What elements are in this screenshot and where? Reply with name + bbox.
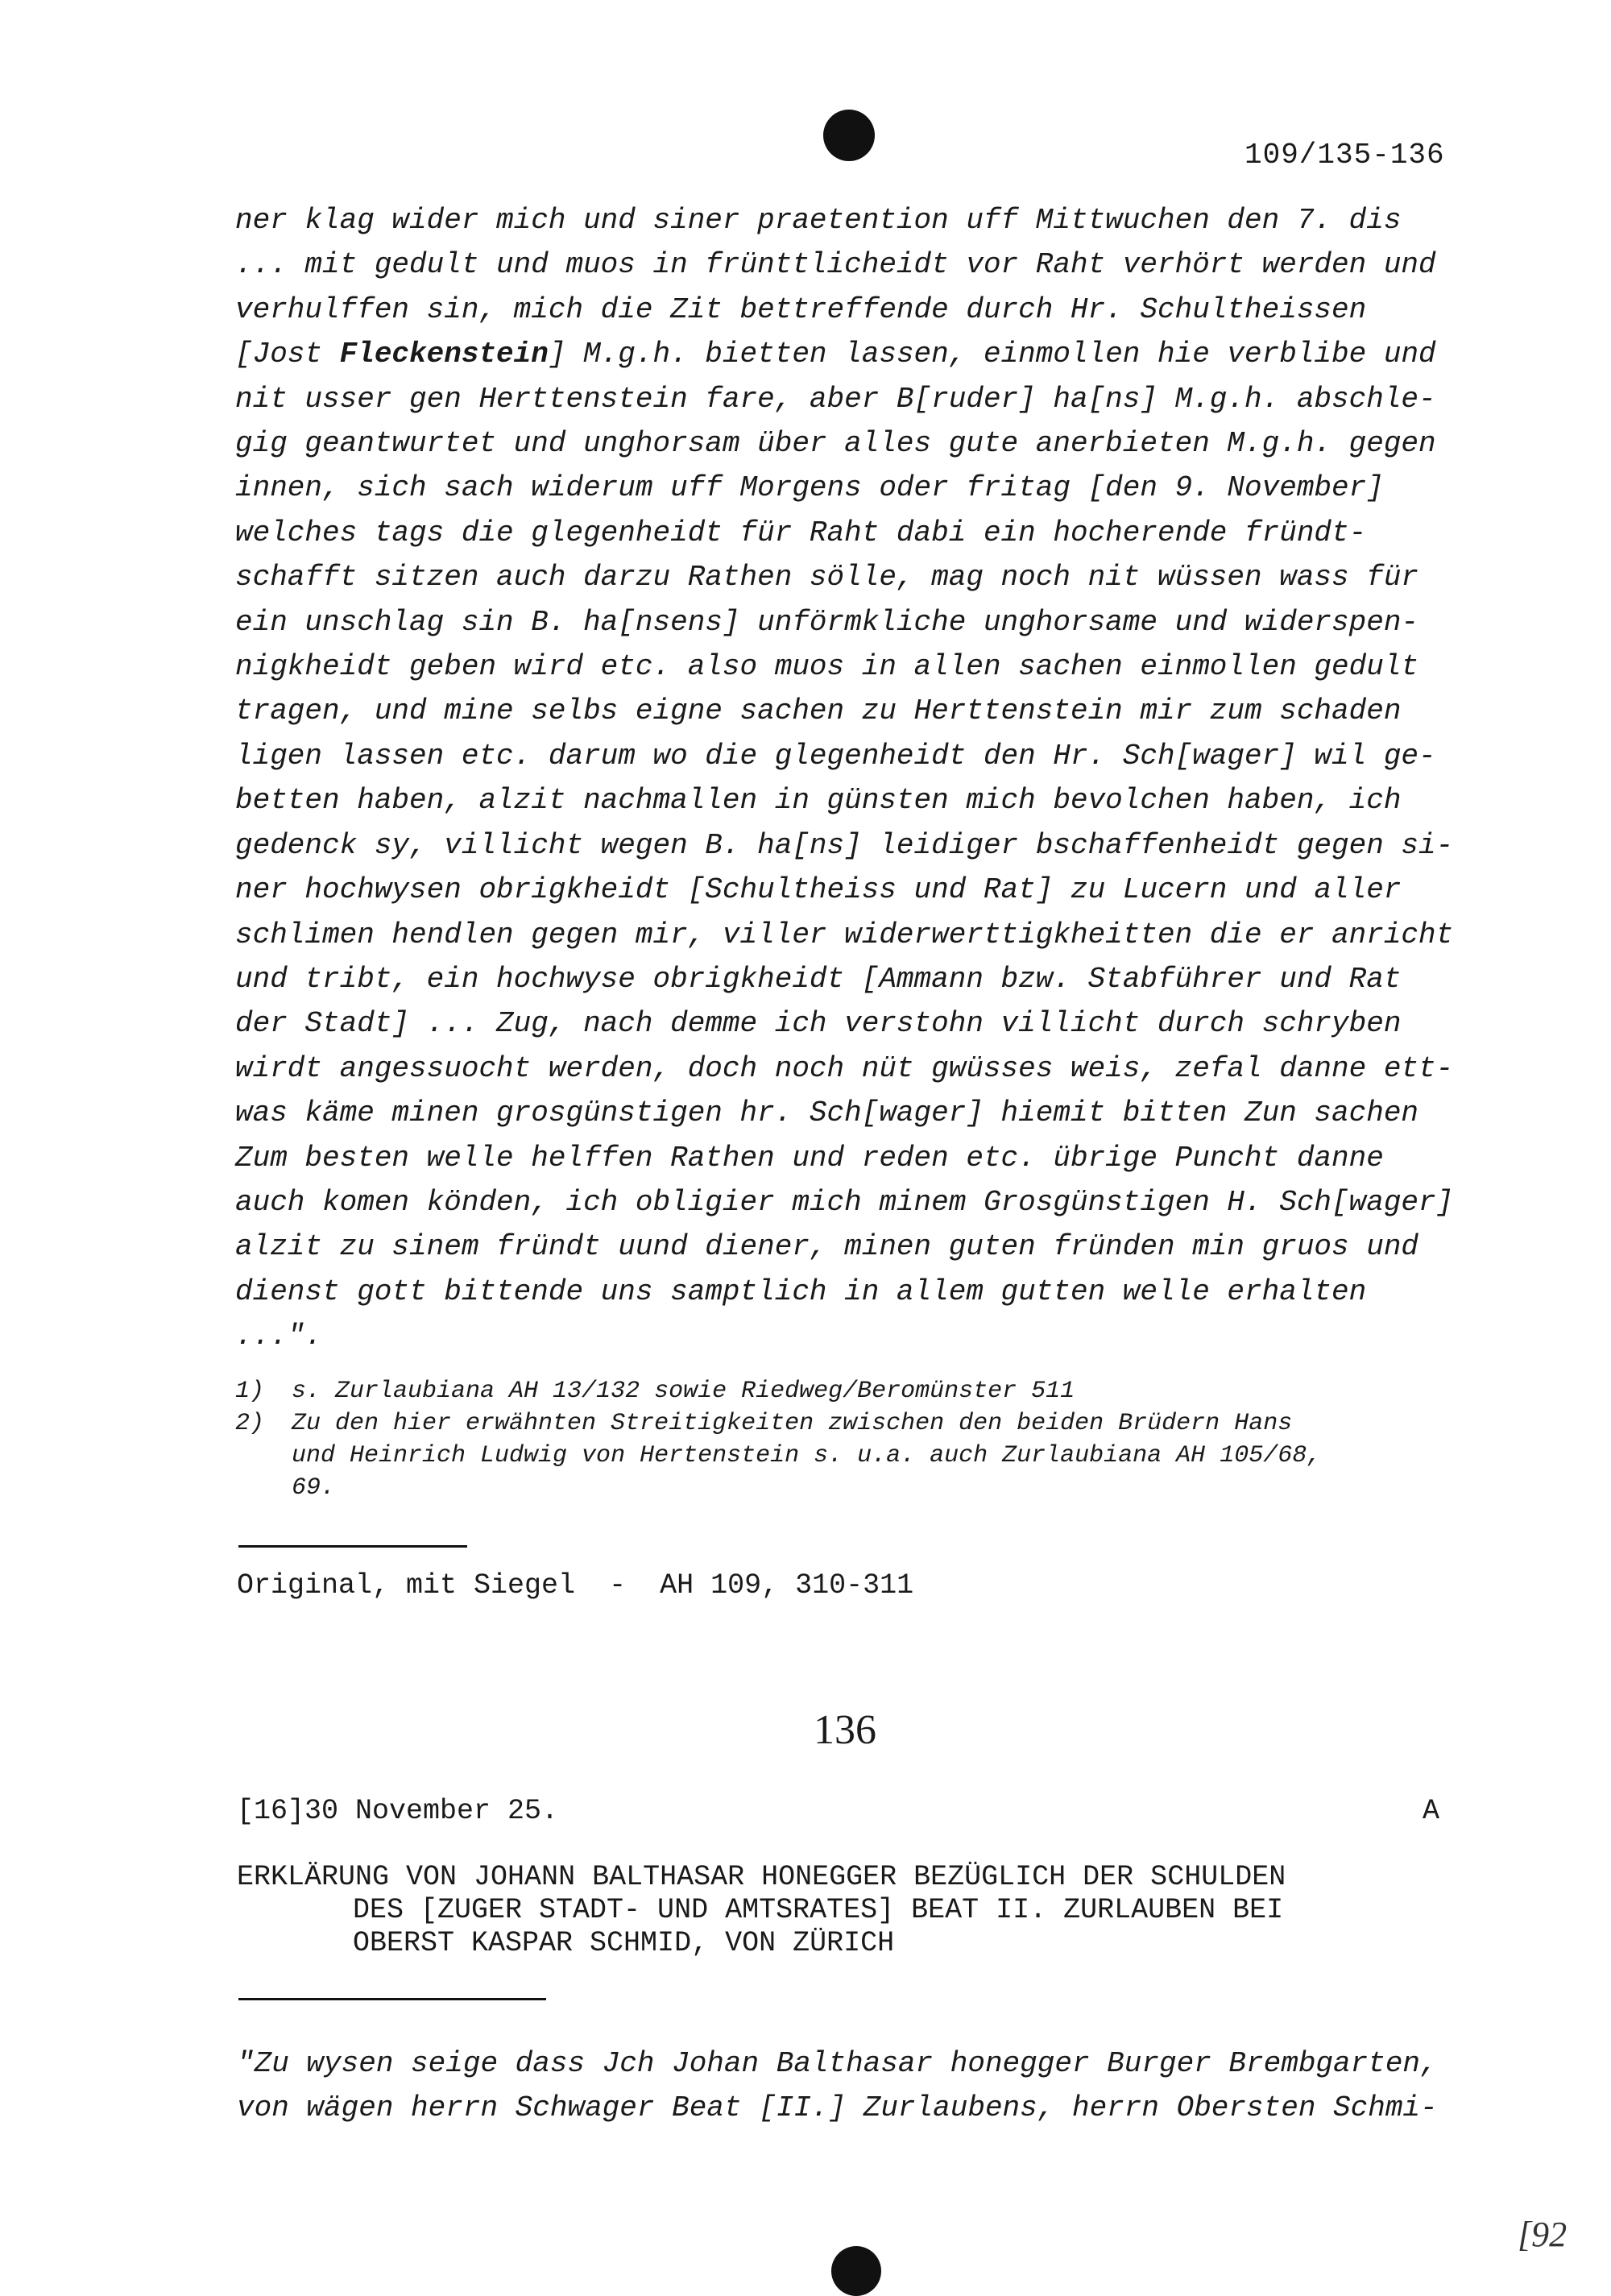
body-line: welches tags die glegenheidt für Raht dabi ein hocherende fründt- [235, 516, 1367, 549]
footnotes [235, 1375, 1492, 1504]
quote-line: von wägen herrn Schwager Beat [II.] Zurlaubens, herrn Obersten Schmi- [237, 2091, 1438, 2124]
document-date: [16]30 November 25. [237, 1795, 559, 1827]
body-line: der Stadt] ... Zug, nach demme ich verstohn villicht durch schryben [235, 1007, 1402, 1041]
body-line: innen, sich sach widerum uff Morgens oder fritag [den 9. November] [235, 471, 1384, 505]
punch-hole-bottom [831, 2246, 881, 2296]
document-number: 136 [814, 1707, 876, 1753]
body-line: und tribt, ein hochwyse obrigkheidt [Ammann bzw. Stabführer und Rat [235, 962, 1402, 996]
footnote-line: Zu den hier erwähnten Streitigkeiten zwischen den beiden Brüdern Hans [292, 1410, 1293, 1437]
quote-line: "Zu wysen seige dass Jch Johan Balthasar honegger Burger Brembgarten, [237, 2047, 1438, 2080]
body-line: schlimen hendlen gegen mir, viller widerwerttigkheitten die er anricht [235, 918, 1454, 951]
letter-body-text [235, 198, 1492, 1359]
body-line: dienst gott bittende uns samptlich in allem gutten welle erhalten [235, 1274, 1367, 1308]
body-line: ner klag wider mich und siner praetention uff Mittwuchen den 7. dis [235, 204, 1402, 237]
title-line: DES [ZUGER STADT- UND AMTSRATES] BEAT II. ZURLAUBEN BEI [353, 1894, 1284, 1926]
body-line: ...". [235, 1320, 323, 1353]
punch-hole-top [823, 110, 875, 161]
body-line: gig geantwurtet und unghorsam über alles gute anerbieten M.g.h. gegen [235, 427, 1436, 461]
footnote-line: s. Zurlaubiana AH 13/132 sowie Riedweg/Beromünster 511 [292, 1378, 1075, 1405]
section-divider [238, 1545, 467, 1548]
body-line: Zum besten welle helffen Rathen und reden etc. übrige Puncht danne [235, 1141, 1384, 1175]
body-line: schafft sitzen auch darzu Rathen sölle, mag noch nit wüssen wass für [235, 561, 1419, 595]
title-line: OBERST KASPAR SCHMID, VON ZÜRICH [353, 1927, 895, 1959]
footnote-1 [235, 1375, 1492, 1407]
footnote-line: und Heinrich Ludwig von Hertenstein s. u.a. auch Zurlaubiana AH 105/68, [292, 1442, 1322, 1469]
body-line: wirdt angessuocht werden, doch noch nüt gwüsses weis, zefal danne ett- [235, 1051, 1454, 1085]
body-line: alzit zu sinem fründt uund diener, minen guten fründen min gruos und [235, 1230, 1419, 1264]
body-line: nigkheidt geben wird etc. also muos in allen sachen einmollen gedult [235, 650, 1419, 684]
body-line: betten haben, alzit nachmallen in günsten mich bevolchen haben, ich [235, 784, 1402, 818]
bold-name: Fleckenstein [339, 338, 549, 371]
body-line: auch komen könden, ich obligier mich minem Grosgünstigen H. Sch[wager] [235, 1185, 1454, 1219]
title-line: ERKLÄRUNG VON JOHANN BALTHASAR HONEGGER BEZÜGLICH DER SCHULDEN [237, 1861, 1286, 1893]
body-line: nit usser gen Herttenstein fare, aber B[ruder] ha[ns] M.g.h. abschle- [235, 382, 1436, 416]
footnote-2 [235, 1407, 1492, 1504]
footnote-line: 69. [292, 1474, 336, 1502]
body-line: verhulffen sin, mich die Zit bettreffende durch Hr. Schultheissen [235, 292, 1367, 326]
footnote-number: 2) [235, 1410, 265, 1437]
handwritten-page-mark: [92 [1518, 2215, 1568, 2254]
document-title [237, 1861, 1493, 1960]
footnote-number: 1) [235, 1378, 265, 1405]
source-citation: Original, mit Siegel - AH 109, 310-311 [237, 1569, 914, 1602]
body-line: [Jost Fleckenstein] M.g.h. bietten lassen, einmollen hie verblibe und [235, 338, 1436, 371]
body-line: ein unschlag sin B. ha[nsens] unförmkliche unghorsame und widerspen- [235, 605, 1419, 639]
title-divider [238, 1998, 546, 2000]
document-type-letter: A [1423, 1795, 1440, 1827]
body-line: was käme minen grosgünstigen hr. Sch[wager] hiemit bitten Zun sachen [235, 1096, 1419, 1130]
page-reference: 109/135-136 [1244, 139, 1445, 172]
body-line: ligen lassen etc. darum wo die glegenheidt den Hr. Sch[wager] wil ge- [235, 739, 1436, 773]
body-line: gedenck sy, villicht wegen B. ha[ns] leidiger bschaffenheidt gegen si- [235, 828, 1454, 862]
body-line: ... mit gedult und muos in frünttlicheidt vor Raht verhört werden und [235, 248, 1436, 282]
body-line: tragen, und mine selbs eigne sachen zu Herttenstein mir zum schaden [235, 694, 1402, 728]
body-line: ner hochwysen obrigkheidt [Schultheiss und Rat] zu Lucern und aller [235, 873, 1402, 907]
document-quote [237, 2041, 1493, 2130]
